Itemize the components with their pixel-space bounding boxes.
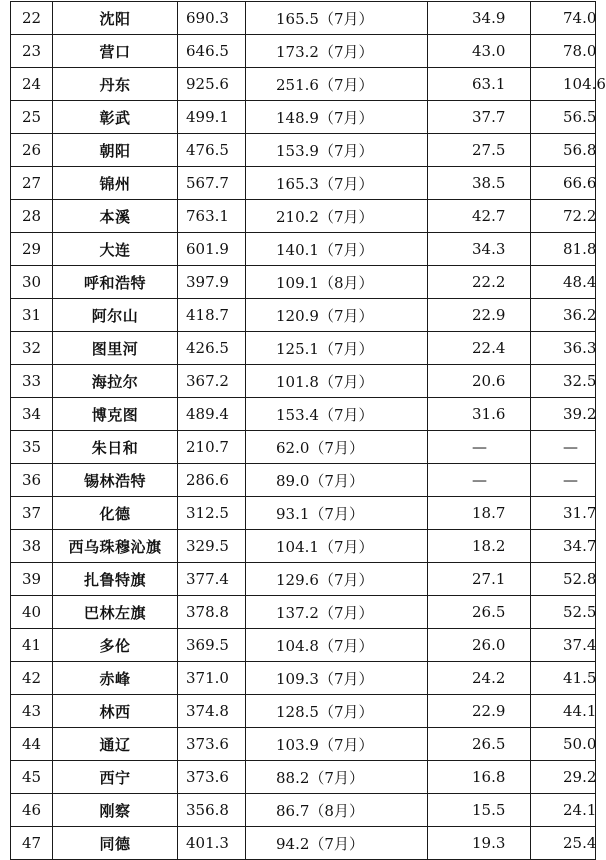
value-col-6-cell: — [531, 431, 596, 464]
table-row [11, 794, 596, 827]
max-month-value-cell: 251.6（7月） [246, 68, 428, 101]
row-number-cell: 28 [11, 200, 53, 233]
value-col-5-cell: 38.5 [428, 167, 531, 200]
value-col-5-cell: 22.9 [428, 299, 531, 332]
value-col-5-cell: 22.2 [428, 266, 531, 299]
value-col-5-cell: 31.6 [428, 398, 531, 431]
value-col-5-cell: 19.3 [428, 827, 531, 860]
station-name-cell: 博克图 [53, 398, 178, 431]
value-col-5-cell: — [428, 431, 531, 464]
value-col-5-cell: 18.2 [428, 530, 531, 563]
station-name-cell: 赤峰 [53, 662, 178, 695]
max-month-value-cell: 129.6（7月） [246, 563, 428, 596]
annual-value-cell: 646.5 [178, 35, 246, 68]
annual-value-cell: 286.6 [178, 464, 246, 497]
row-number-cell: 44 [11, 728, 53, 761]
max-month-value-cell: 140.1（7月） [246, 233, 428, 266]
value-col-5-cell: 63.1 [428, 68, 531, 101]
value-col-5-cell: 15.5 [428, 794, 531, 827]
row-number-cell: 33 [11, 365, 53, 398]
row-number-cell: 23 [11, 35, 53, 68]
max-month-value-cell: 109.1（8月） [246, 266, 428, 299]
annual-value-cell: 401.3 [178, 827, 246, 860]
station-name-cell: 刚察 [53, 794, 178, 827]
row-number-cell: 38 [11, 530, 53, 563]
station-name-cell: 大连 [53, 233, 178, 266]
max-month-value-cell: 153.4（7月） [246, 398, 428, 431]
station-name-cell: 扎鲁特旗 [53, 563, 178, 596]
annual-value-cell: 499.1 [178, 101, 246, 134]
row-number-cell: 45 [11, 761, 53, 794]
max-month-value-cell: 94.2（7月） [246, 827, 428, 860]
annual-value-cell: 329.5 [178, 530, 246, 563]
value-col-6-cell: 56.8 [531, 134, 596, 167]
table-body [11, 2, 606, 860]
table-row [11, 563, 596, 596]
row-number-cell: 32 [11, 332, 53, 365]
value-col-6-cell: 25.4 [531, 827, 596, 860]
max-month-value-cell: 89.0（7月） [246, 464, 428, 497]
value-col-5-cell: 26.5 [428, 596, 531, 629]
table-row [11, 662, 596, 695]
row-number-cell: 25 [11, 101, 53, 134]
station-name-cell: 彰武 [53, 101, 178, 134]
annual-value-cell: 418.7 [178, 299, 246, 332]
table-row [11, 530, 596, 563]
table-row [11, 398, 596, 431]
table-row [11, 728, 596, 761]
value-col-6-cell: 50.0 [531, 728, 596, 761]
value-col-5-cell: 27.5 [428, 134, 531, 167]
annual-value-cell: 397.9 [178, 266, 246, 299]
max-month-value-cell: 210.2（7月） [246, 200, 428, 233]
value-col-5-cell: 34.3 [428, 233, 531, 266]
max-month-value-cell: 148.9（7月） [246, 101, 428, 134]
row-number-cell: 41 [11, 629, 53, 662]
station-name-cell: 巴林左旗 [53, 596, 178, 629]
table-row [11, 497, 596, 530]
table-row [11, 299, 596, 332]
station-name-cell: 化德 [53, 497, 178, 530]
station-name-cell: 沈阳 [53, 2, 178, 35]
max-month-value-cell: 128.5（7月） [246, 695, 428, 728]
row-number-cell: 40 [11, 596, 53, 629]
value-col-6-cell: 78.0 [531, 35, 596, 68]
value-col-6-cell: 41.5 [531, 662, 596, 695]
station-name-cell: 西乌珠穆沁旗 [53, 530, 178, 563]
value-col-6-cell: 48.4 [531, 266, 596, 299]
max-month-value-cell: 125.1（7月） [246, 332, 428, 365]
value-col-5-cell: 22.9 [428, 695, 531, 728]
row-number-cell: 37 [11, 497, 53, 530]
value-col-5-cell: 42.7 [428, 200, 531, 233]
annual-value-cell: 476.5 [178, 134, 246, 167]
max-month-value-cell: 120.9（7月） [246, 299, 428, 332]
table-row [11, 233, 596, 266]
table-row [11, 431, 596, 464]
max-month-value-cell: 137.2（7月） [246, 596, 428, 629]
row-number-cell: 31 [11, 299, 53, 332]
row-number-cell: 42 [11, 662, 53, 695]
value-col-5-cell: 20.6 [428, 365, 531, 398]
annual-value-cell: 690.3 [178, 2, 246, 35]
value-col-6-cell: 52.5 [531, 596, 596, 629]
table-row [11, 695, 596, 728]
annual-value-cell: 567.7 [178, 167, 246, 200]
value-col-5-cell: 26.5 [428, 728, 531, 761]
row-number-cell: 47 [11, 827, 53, 860]
max-month-value-cell: 173.2（7月） [246, 35, 428, 68]
station-name-cell: 呼和浩特 [53, 266, 178, 299]
value-col-6-cell: 39.2 [531, 398, 596, 431]
value-col-6-cell: 66.6 [531, 167, 596, 200]
value-col-5-cell: 26.0 [428, 629, 531, 662]
annual-value-cell: 374.8 [178, 695, 246, 728]
table-row [11, 761, 596, 794]
annual-value-cell: 356.8 [178, 794, 246, 827]
value-col-6-cell: 52.8 [531, 563, 596, 596]
table-row [11, 827, 596, 860]
max-month-value-cell: 88.2（7月） [246, 761, 428, 794]
value-col-5-cell: 16.8 [428, 761, 531, 794]
value-col-6-cell: 32.5 [531, 365, 596, 398]
max-month-value-cell: 165.5（7月） [246, 2, 428, 35]
precipitation-table [10, 1, 606, 860]
value-col-6-cell: 24.1 [531, 794, 596, 827]
station-name-cell: 朱日和 [53, 431, 178, 464]
value-col-6-cell: — [531, 464, 596, 497]
annual-value-cell: 489.4 [178, 398, 246, 431]
value-col-6-cell: 29.2 [531, 761, 596, 794]
value-col-5-cell: 34.9 [428, 2, 531, 35]
station-name-cell: 图里河 [53, 332, 178, 365]
table-row [11, 332, 596, 365]
value-col-5-cell: 18.7 [428, 497, 531, 530]
value-col-6-cell: 31.7 [531, 497, 596, 530]
row-number-cell: 30 [11, 266, 53, 299]
max-month-value-cell: 165.3（7月） [246, 167, 428, 200]
value-col-6-cell: 104.6 [531, 68, 596, 101]
value-col-6-cell: 44.1 [531, 695, 596, 728]
row-number-cell: 22 [11, 2, 53, 35]
table-row [11, 464, 596, 497]
table-row [11, 68, 596, 101]
max-month-value-cell: 86.7（8月） [246, 794, 428, 827]
row-number-cell: 29 [11, 233, 53, 266]
table-row [11, 629, 596, 662]
annual-value-cell: 371.0 [178, 662, 246, 695]
value-col-6-cell: 36.2 [531, 299, 596, 332]
annual-value-cell: 426.5 [178, 332, 246, 365]
row-number-cell: 39 [11, 563, 53, 596]
annual-value-cell: 378.8 [178, 596, 246, 629]
max-month-value-cell: 93.1（7月） [246, 497, 428, 530]
annual-value-cell: 763.1 [178, 200, 246, 233]
value-col-5-cell: — [428, 464, 531, 497]
value-col-6-cell: 74.0 [531, 2, 596, 35]
row-number-cell: 35 [11, 431, 53, 464]
value-col-5-cell: 37.7 [428, 101, 531, 134]
table-row [11, 101, 596, 134]
station-name-cell: 朝阳 [53, 134, 178, 167]
row-number-cell: 24 [11, 68, 53, 101]
station-name-cell: 锦州 [53, 167, 178, 200]
annual-value-cell: 373.6 [178, 728, 246, 761]
max-month-value-cell: 153.9（7月） [246, 134, 428, 167]
station-name-cell: 同德 [53, 827, 178, 860]
row-number-cell: 34 [11, 398, 53, 431]
value-col-6-cell: 34.7 [531, 530, 596, 563]
annual-value-cell: 377.4 [178, 563, 246, 596]
station-name-cell: 西宁 [53, 761, 178, 794]
table-row [11, 200, 596, 233]
table-row [11, 134, 596, 167]
max-month-value-cell: 62.0（7月） [246, 431, 428, 464]
value-col-5-cell: 22.4 [428, 332, 531, 365]
station-name-cell: 海拉尔 [53, 365, 178, 398]
value-col-6-cell: 81.8 [531, 233, 596, 266]
annual-value-cell: 210.7 [178, 431, 246, 464]
annual-value-cell: 373.6 [178, 761, 246, 794]
annual-value-cell: 925.6 [178, 68, 246, 101]
station-name-cell: 锡林浩特 [53, 464, 178, 497]
value-col-6-cell: 37.4 [531, 629, 596, 662]
value-col-5-cell: 27.1 [428, 563, 531, 596]
station-name-cell: 阿尔山 [53, 299, 178, 332]
table-row [11, 35, 596, 68]
table-row [11, 167, 596, 200]
annual-value-cell: 312.5 [178, 497, 246, 530]
row-number-cell: 43 [11, 695, 53, 728]
value-col-5-cell: 43.0 [428, 35, 531, 68]
annual-value-cell: 601.9 [178, 233, 246, 266]
annual-value-cell: 367.2 [178, 365, 246, 398]
station-name-cell: 丹东 [53, 68, 178, 101]
row-number-cell: 36 [11, 464, 53, 497]
row-number-cell: 27 [11, 167, 53, 200]
station-name-cell: 多伦 [53, 629, 178, 662]
station-name-cell: 本溪 [53, 200, 178, 233]
max-month-value-cell: 109.3（7月） [246, 662, 428, 695]
station-name-cell: 林西 [53, 695, 178, 728]
station-name-cell: 通辽 [53, 728, 178, 761]
max-month-value-cell: 103.9（7月） [246, 728, 428, 761]
table-row [11, 596, 596, 629]
value-col-6-cell: 72.2 [531, 200, 596, 233]
max-month-value-cell: 101.8（7月） [246, 365, 428, 398]
table-row [11, 365, 596, 398]
max-month-value-cell: 104.8（7月） [246, 629, 428, 662]
max-month-value-cell: 104.1（7月） [246, 530, 428, 563]
row-number-cell: 46 [11, 794, 53, 827]
station-name-cell: 营口 [53, 35, 178, 68]
value-col-6-cell: 36.3 [531, 332, 596, 365]
table-row [11, 2, 596, 35]
row-number-cell: 26 [11, 134, 53, 167]
table-row [11, 266, 596, 299]
annual-value-cell: 369.5 [178, 629, 246, 662]
value-col-5-cell: 24.2 [428, 662, 531, 695]
value-col-6-cell: 56.5 [531, 101, 596, 134]
